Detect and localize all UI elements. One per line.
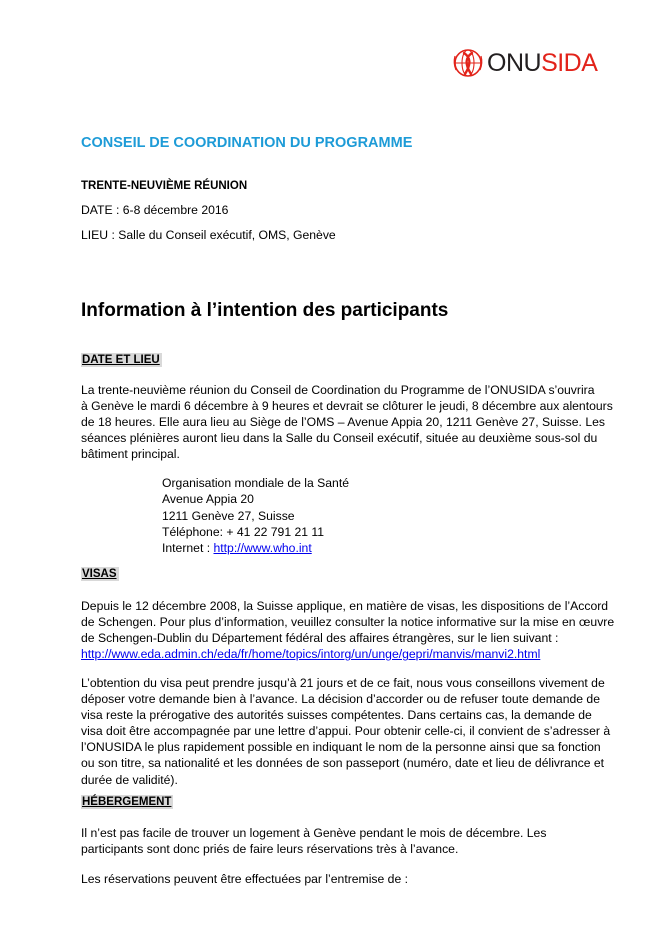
paragraph-line: visa doit être accompagnée par une lettre d’appui. Pour obtenir celle-ci, il convient de s’adresser à: [81, 724, 611, 739]
paragraph-line: La trente-neuvième réunion du Conseil de Coordination du Programme de l’ONUSIDA s’ouvrira: [81, 383, 595, 397]
address-phone: Téléphone: + 41 22 791 21 11: [162, 524, 325, 539]
meeting-date: DATE : 6-8 décembre 2016: [81, 203, 229, 217]
logo-text: ONUSIDA: [487, 48, 598, 77]
eda-visa-link[interactable]: http://www.eda.admin.ch/eda/fr/home/topics/intorg/un/unge/gepri/manvis/manvi2.html: [81, 647, 541, 662]
internet-label: Internet :: [162, 541, 214, 556]
section-heading-date-lieu: DATE ET LIEU: [82, 354, 160, 366]
paragraph-line: de Schengen. Pour plus d’information, veuillez consulter la notice informative sur la mise en œuvre: [81, 615, 615, 630]
paragraph-line: à Genève le mardi 6 décembre à 9 heures et devrait se clôturer le jeudi, 8 décembre aux alentours: [81, 399, 613, 414]
paragraph-line: durée de validité).: [81, 772, 178, 787]
paragraph-line: de Schengen-Dublin du Département fédéral des affaires étrangères, sur le lien suivant :: [81, 631, 559, 646]
address-internet: [162, 540, 349, 556]
meeting-place: LIEU : Salle du Conseil exécutif, OMS, Genève: [81, 228, 336, 242]
address-org: Organisation mondiale de la Santé: [162, 476, 349, 490]
paragraph-line: déposer votre demande bien à l’avance. La décision d’accorder ou de refuser toute demande de: [81, 692, 600, 707]
paragraph-line: visa reste la prérogative des autorités suisses compétentes. Dans certains cas, la demande de: [81, 708, 592, 723]
paragraph-line: l’ONUSIDA le plus rapidement possible en indiquant le nom de la personne ainsi que sa fonction: [81, 740, 601, 755]
paragraph-line: bâtiment principal.: [81, 447, 180, 462]
paragraph-line: de 18 heures. Elle aura lieu au Siège de l’OMS – Avenue Appia 20, 1211 Genève 27, Suisse. Les: [81, 415, 605, 430]
visas-paragraph-2: [81, 675, 626, 788]
hebergement-paragraph-1: [81, 825, 626, 857]
paragraph-line: séances plénières auront lieu dans la Salle du Conseil exécutif, située au deuxième sous-sol du: [81, 431, 598, 446]
section-heading-hebergement: HÉBERGEMENT: [82, 796, 172, 808]
meeting-number: TRENTE-NEUVIÈME RÉUNION: [81, 180, 248, 192]
paragraph-line: L’obtention du visa peut prendre jusqu’à 21 jours et de ce fait, nous vous conseillons vivement de: [81, 676, 605, 690]
council-title: CONSEIL DE COORDINATION DU PROGRAMME: [81, 135, 413, 151]
page-title: Information à l’intention des participants: [81, 300, 449, 321]
address-city: 1211 Genève 27, Suisse: [162, 508, 295, 523]
visas-paragraph-1: [81, 598, 626, 662]
hebergement-paragraph-2: [81, 871, 626, 887]
paragraph-line: Il n’est pas facile de trouver un logement à Genève pendant le mois de décembre. Les: [81, 826, 547, 840]
address-street: Avenue Appia 20: [162, 492, 254, 507]
paragraph-line: participants sont donc priés de faire leurs réservations très à l’avance.: [81, 842, 459, 857]
section-heading-visas: VISAS: [82, 568, 117, 580]
red-ribbon-globe-icon: [452, 47, 484, 79]
who-address-block: [162, 475, 349, 556]
unaids-logo: [452, 46, 627, 80]
paragraph-line: Depuis le 12 décembre 2008, la Suisse applique, en matière de visas, les dispositions de l’Accord: [81, 599, 609, 613]
who-website-link[interactable]: http://www.who.int: [213, 541, 312, 556]
date-lieu-paragraph: [81, 382, 626, 462]
paragraph-line: Les réservations peuvent être effectuées par l’entremise de :: [81, 872, 408, 886]
paragraph-line: ou son titre, sa nationalité et les données de son passeport (numéro, date et lieu de délivrance et: [81, 756, 605, 771]
